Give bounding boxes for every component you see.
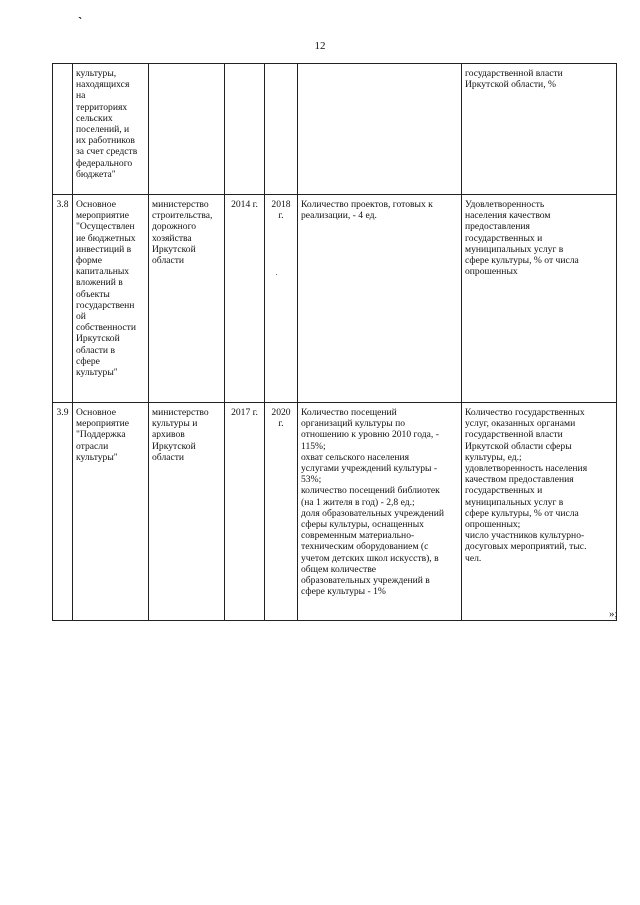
text-line: чел. [465,552,482,564]
text-line: "Осуществлен [76,221,135,233]
text-line: Иркутской [152,243,196,255]
cell-expected-results [298,195,462,403]
text-line: области [152,255,185,267]
text-line: техническим оборудованием (с [301,541,429,553]
cell-start-year: 2014 г. [225,195,265,403]
text-line: досуговых мероприятий, тыс. [465,541,587,553]
cell-expected-results [298,64,462,195]
text-line: дорожного [152,221,197,233]
text-line: вложений в [76,277,123,289]
text-line: капитальных [76,266,130,278]
text-line: (на 1 жителя в год) - 2,8 ед.; [301,496,415,508]
text-line: бюджета" [76,168,116,180]
text-line: министерство [152,199,209,210]
table-row [53,195,617,403]
cell-end-year: 2018 г. [265,195,298,403]
text-line: сфере культуры - 1% [301,586,386,598]
text-line: территориях [76,101,128,113]
text-line: строительства, [152,210,213,222]
cell-executor [149,403,225,621]
text-line: количество посещений библиотек [301,485,440,497]
text-line: Основное [76,199,116,210]
cell-end-year: 2020 г. [265,403,298,621]
text-line: общем количестве [301,563,377,575]
scan-speck [276,274,277,275]
text-line: мероприятие [76,210,129,222]
text-line: области [152,451,185,463]
text-line: находящихся [76,79,130,91]
text-line: за счет средств [76,146,138,158]
text-line: Количество государственных [465,407,585,418]
text-line: хозяйства [152,232,192,244]
text-line: 115%; [301,440,326,452]
text-line: государственных и [465,232,543,244]
text-line: федерального [76,157,133,169]
text-line: качеством предоставления [465,474,574,486]
text-line: охват сельского населения [301,451,410,463]
text-line: архивов [152,429,185,441]
cell-executor [149,195,225,403]
text-line: ие бюджетных [76,232,136,244]
cell-indicators [462,195,617,403]
text-line: услугами учреждений культуры - [301,463,438,475]
text-line: Иркутской области, % [465,79,556,91]
text-line: сфере [76,355,100,367]
text-line: государственной власти [465,429,563,441]
text-line: Иркутской области сферы [465,440,572,452]
text-line: сельских [76,112,113,124]
text-line: культуры" [76,367,118,379]
cell-number: 3.9 [53,403,73,621]
text-line: "Поддержка [76,429,126,441]
cell-number [53,64,73,195]
text-line: Иркутской [152,440,196,452]
text-line: форме [76,255,102,267]
cell-event-name [73,195,149,403]
text-line: доля образовательных учреждений [301,507,445,519]
text-line: культуры" [76,451,118,463]
text-line: ой [76,311,86,323]
text-line: государственной власти [465,68,563,79]
text-line: опрошенных [465,266,518,278]
text-line: сфере культуры, % от числа [465,255,579,267]
text-line: министерство [152,407,209,418]
text-line: удовлетворенность населения [465,463,588,475]
cell-start-year [225,64,265,195]
text-line: услуг, оказанных органами [465,418,576,430]
text-line: инвестиций в [76,243,132,255]
text-line: образовательных учреждений в [301,575,430,587]
cell-expected-results [298,403,462,621]
cell-indicators [462,403,617,621]
page-number: 12 [314,40,326,52]
text-line: собственности [76,322,137,334]
text-line: число участников культурно- [465,530,585,542]
cell-end-year [265,64,298,195]
text-line: их работников [76,135,135,147]
text-line: культуры и [152,418,198,430]
text-line: муниципальных услуг в [465,496,564,508]
text-line: предоставления [465,221,530,233]
table-row [53,403,617,621]
text-line: культуры, ед.; [465,451,522,463]
text-line: области в [76,344,115,356]
text-line: опрошенных; [465,519,521,531]
cell-start-year: 2017 г. [225,403,265,621]
program-table [52,63,617,621]
closing-quote-mark: »; [609,608,618,620]
text-line: сфере культуры, % от числа [465,507,579,519]
text-line: населения качеством [465,210,551,222]
text-line: поселений, и [76,124,130,136]
text-line: организаций культуры по [301,418,406,430]
corner-mark: ` [78,14,83,29]
cell-event-name [73,403,149,621]
text-line: государственн [76,299,135,311]
cell-executor [149,64,225,195]
text-line: Удовлетворенность [465,199,545,210]
text-line: сферы культуры, оснащенных [301,519,424,531]
text-line: мероприятие [76,418,129,430]
text-line: государственных и [465,485,543,497]
text-line: учетом детских школ искусств), в [301,552,439,564]
text-line: Иркутской [76,333,120,345]
text-line: культуры, [76,68,117,79]
text-line: отрасли [76,440,109,452]
text-line: современным материально- [301,530,415,542]
text-line: Основное [76,407,116,418]
text-line: отношению к уровню 2010 года, - [301,429,439,441]
table-row [53,64,617,195]
text-line: Количество проектов, готовых к [301,199,433,210]
cell-event-name [73,64,149,195]
text-line: объекты [76,288,110,300]
text-line: муниципальных услуг в [465,243,564,255]
text-line: реализации, - 4 ед. [301,210,377,222]
text-line: Количество посещений [301,407,397,418]
text-line: 53%; [301,474,322,486]
cell-indicators [462,64,617,195]
cell-number: 3.8 [53,195,73,403]
text-line: на [76,90,86,102]
